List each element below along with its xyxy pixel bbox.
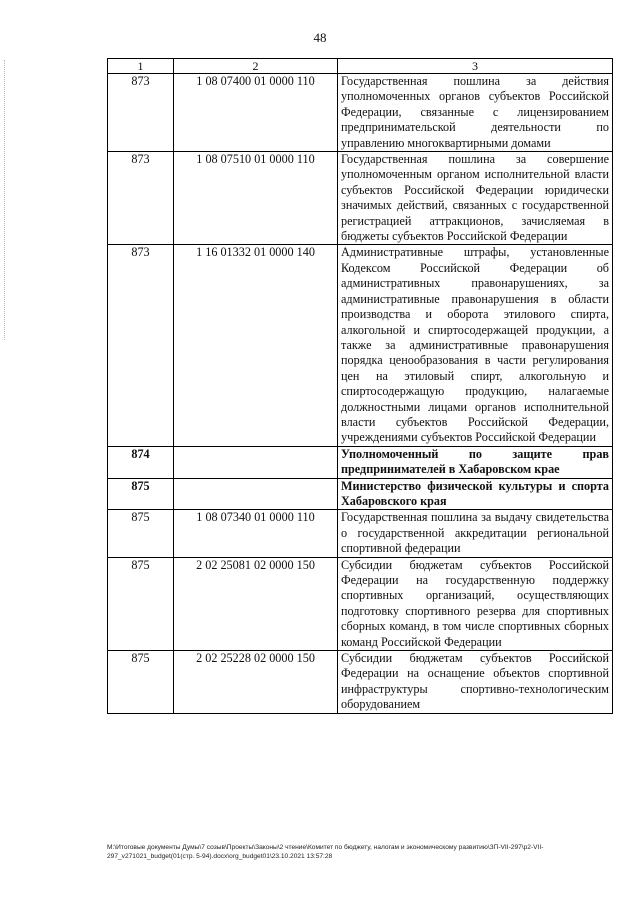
revenue-code-cell — [174, 446, 338, 478]
revenue-code-cell: 1 08 07340 01 0000 110 — [174, 510, 338, 557]
scan-margin-marks — [4, 60, 7, 340]
description-cell: Государственная пошлина за совершение уполномоченным органом исполнительной власти субъектов Российской Федерации юридически значимых действий, связанных с государственной регистрацией аттракционов, зачисляемая в бюджеты субъектов Российской Федерации — [338, 152, 613, 245]
table-row — [108, 74, 613, 152]
header-col-1: 1 — [108, 59, 174, 74]
admin-code-cell: 874 — [108, 446, 174, 478]
table-row — [108, 245, 613, 446]
table-row-section — [108, 446, 613, 478]
administrator-name-cell: Уполномоченный по защите прав предпринимателей в Хабаровском крае — [338, 446, 613, 478]
table-row — [108, 557, 613, 650]
admin-code-cell: 875 — [108, 510, 174, 557]
table-header-row — [108, 59, 613, 74]
table-row — [108, 651, 613, 714]
description-cell: Субсидии бюджетам субъектов Российской Федерации на оснащение объектов спортивной инфраструктуры спортивно-технологическим оборудованием — [338, 651, 613, 714]
description-cell: Административные штрафы, установленные Кодексом Российской Федерации об административных правонарушениях, за административные правонарушения в области производства и оборота этилового спирта, алкогольной и спиртосодержащей продукции, а также за административные правонарушения порядка ценообразования в части регулирования цен на этиловый спирт, алкогольную и спиртосодержащую продукцию, налагаемые должностными лицами органов исполнительной власти субъектов Российской Федерации, учреждениями субъектов Российской Федерации — [338, 245, 613, 446]
revenue-code-cell: 2 02 25228 02 0000 150 — [174, 651, 338, 714]
header-col-3: 3 — [338, 59, 613, 74]
revenue-code-cell: 2 02 25081 02 0000 150 — [174, 557, 338, 650]
table-row — [108, 510, 613, 557]
admin-code-cell: 875 — [108, 478, 174, 510]
table-row-section — [108, 478, 613, 510]
revenue-code-cell: 1 08 07510 01 0000 110 — [174, 152, 338, 245]
revenue-code-cell: 1 16 01332 01 0000 140 — [174, 245, 338, 446]
admin-code-cell: 875 — [108, 557, 174, 650]
admin-code-cell: 873 — [108, 74, 174, 152]
page-number: 48 — [313, 30, 327, 45]
description-cell: Государственная пошлина за действия уполномоченных органов субъектов Российской Федерации, связанные с лицензированием предпринимательской деятельности по управлению многоквартирными домами — [338, 74, 613, 152]
admin-code-cell: 875 — [108, 651, 174, 714]
revenue-code-cell: 1 08 07400 01 0000 110 — [174, 74, 338, 152]
header-col-2: 2 — [174, 59, 338, 74]
admin-code-cell: 873 — [108, 152, 174, 245]
budget-table — [107, 58, 613, 714]
revenue-code-cell — [174, 478, 338, 510]
description-cell: Субсидии бюджетам субъектов Российской Федерации на государственную поддержку спортивных организаций, осуществляющих подготовку спортивного резерва для спортивных сборных команд, в том числе спортивных сборных команд Российской Федерации — [338, 557, 613, 650]
document-path-footer: M:\Итоговые документы Думы\7 созыв\Проекты\Законы\2 чтение\Комитет по бюджету, налогам и экономическому развитию\ЗП-VII-297\р2-VII-297_v271021_budget(01(стр. 5-94).docx\org_budget01\23.10.2021 13:57:28 — [107, 844, 544, 860]
admin-code-cell: 873 — [108, 245, 174, 446]
description-cell: Государственная пошлина за выдачу свидетельства о государственной аккредитации региональной спортивной федерации — [338, 510, 613, 557]
administrator-name-cell: Министерство физической культуры и спорта Хабаровского края — [338, 478, 613, 510]
table-row — [108, 152, 613, 245]
